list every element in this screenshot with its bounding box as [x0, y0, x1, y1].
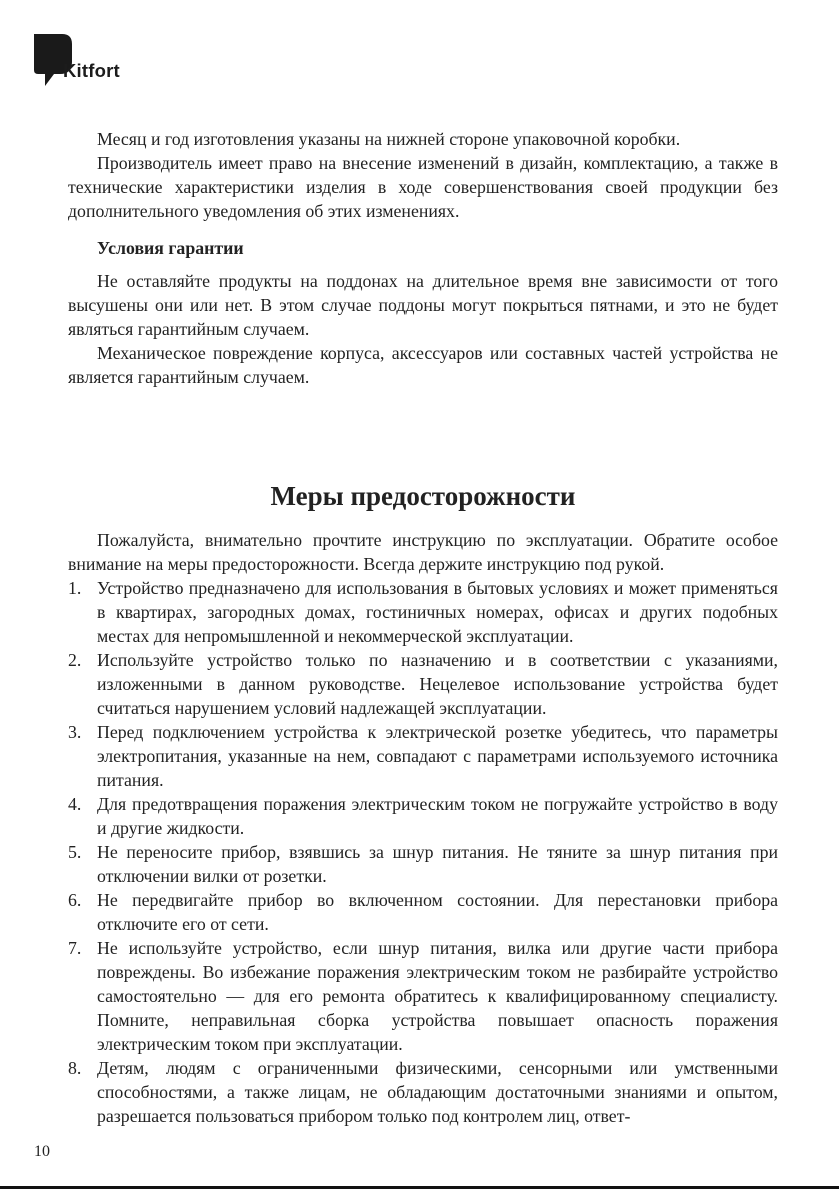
warranty-paragraph-2: Механическое повреждение корпуса, аксессуаров или составных частей устройства не является гарантийным случаем. — [68, 343, 778, 387]
list-item-number: 8. — [68, 1058, 82, 1078]
page-number: 10 — [34, 1143, 50, 1160]
list-item-number: 2. — [68, 650, 82, 670]
precautions-heading: Меры предосторожности — [270, 481, 576, 511]
list-item-number: 3. — [68, 722, 82, 742]
list-item — [68, 576, 778, 648]
list-item-text: Не переносите прибор, взявшись за шнур питания. Не тяните за шнур питания при отключении вилки от розетки. — [97, 842, 778, 886]
page-content — [68, 127, 778, 1128]
list-item — [68, 792, 778, 840]
list-item — [68, 720, 778, 792]
precautions-list — [68, 576, 778, 1128]
list-item — [68, 888, 778, 936]
list-item — [68, 840, 778, 888]
list-item-text: Не передвигайте прибор во включенном состоянии. Для перестановки прибора отключите его от сети. — [97, 890, 778, 934]
list-item-number: 1. — [68, 578, 82, 598]
warranty-heading: Условия гарантии — [97, 238, 244, 258]
list-item-number: 4. — [68, 794, 82, 814]
intro-paragraph-1: Месяц и год изготовления указаны на нижней стороне упаковочной коробки. — [97, 129, 681, 149]
list-item-number: 7. — [68, 938, 82, 958]
list-item-text: Не используйте устройство, если шнур питания, вилка или другие части прибора повреждены. Во избежание поражения электрическим током не разбирайте устройство самостоятельно — для его ремонта обратитесь к квалифицированному специалисту. Помните, неправильная сборка устройства повышает опасность поражения электрическим током при эксплуатации. — [97, 938, 778, 1054]
list-item-text: Для предотвращения поражения электрическим током не погружайте устройство в воду и другие жидкости. — [97, 794, 778, 838]
list-item-text: Используйте устройство только по назначению и в соответствии с указаниями, изложенными в данном руководстве. Нецелевое использование устройства будет считаться нарушением условий надлежащей эксплуатации. — [97, 650, 778, 718]
list-item-text: Устройство предназначено для использования в бытовых условиях и может применяться в квартирах, загородных домах, гостиничных номерах, офисах и других подобных местах для непромышленной и некоммерческой эксплуатации. — [97, 578, 778, 646]
warranty-paragraph-1: Не оставляйте продукты на поддонах на длительное время вне зависимости от того высушены они или нет. В этом случае поддоны могут покрыться пятнами, и это не будет являться гарантийным случаем. — [68, 271, 778, 339]
list-item — [68, 648, 778, 720]
list-item-text: Перед подключением устройства к электрической розетке убедитесь, что параметры электропитания, указанные на нем, совпадают с параметрами используемого источника питания. — [97, 722, 778, 790]
list-item-number: 5. — [68, 842, 82, 862]
list-item-number: 6. — [68, 890, 82, 910]
kitfort-logo — [34, 34, 120, 91]
list-item-text: Детям, людям с ограниченными физическими, сенсорными или умственными способностями, а также лицам, не обладающим достаточными знаниями и опытом, разрешается пользоваться прибором только под контролем лиц, ответ- — [97, 1058, 778, 1126]
brand-name: Kitfort — [63, 60, 120, 81]
list-item — [68, 1056, 778, 1128]
intro-paragraph-2: Производитель имеет право на внесение изменений в дизайн, комплектацию, а также в технические характеристики изделия в ходе совершенствования своей продукции без дополнительного уведомления об этих изменениях. — [68, 153, 778, 221]
list-item — [68, 936, 778, 1056]
precautions-intro: Пожалуйста, внимательно прочтите инструкцию по эксплуатации. Обратите особое внимание на меры предосторожности. Всегда держите инструкцию под рукой. — [68, 530, 778, 574]
